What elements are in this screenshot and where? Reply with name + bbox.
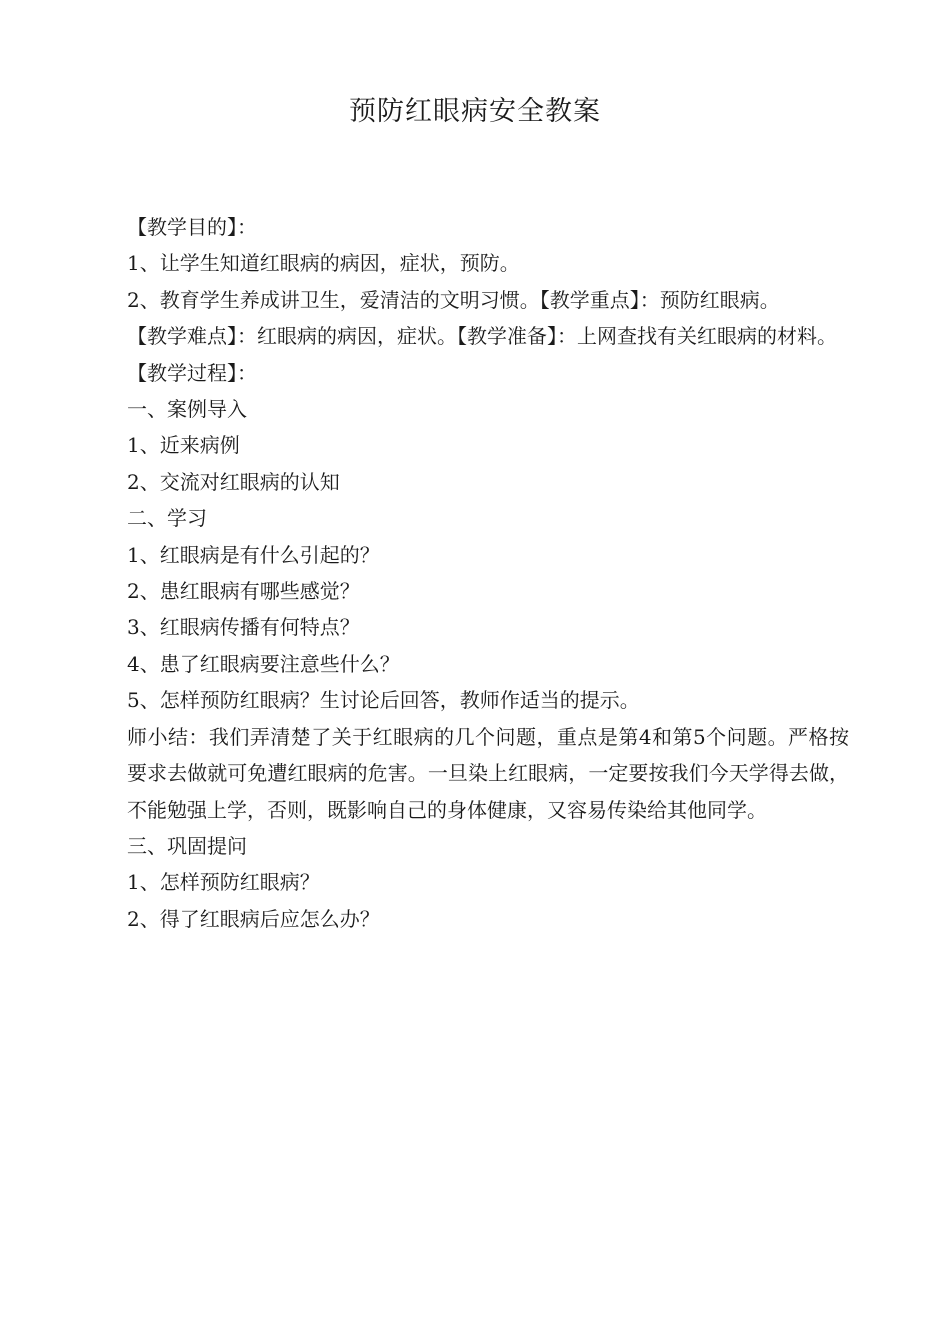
part-heading-study: 二、学习 bbox=[127, 506, 207, 531]
study-question-2: 2、患红眼病有哪些感觉？ bbox=[127, 579, 360, 604]
study-question-1: 1、红眼病是有什么引起的？ bbox=[127, 542, 380, 567]
study-question-5: 5、怎样预防红眼病？生讨论后回答，教师作适当的提示。 bbox=[127, 688, 640, 713]
part-heading-case-intro: 一、案例导入 bbox=[127, 397, 247, 422]
document-body bbox=[127, 209, 849, 937]
case-intro-item-1: 1、近来病例 bbox=[127, 433, 240, 458]
objective-item-1: 1、让学生知道红眼病的病因，症状，预防。 bbox=[127, 251, 520, 276]
review-question-1: 1、怎样预防红眼病？ bbox=[127, 870, 320, 895]
study-question-3: 3、红眼病传播有何特点？ bbox=[127, 615, 360, 640]
study-question-4: 4、患了红眼病要注意些什么？ bbox=[127, 651, 400, 676]
section-heading-objectives: 【教学目的】： bbox=[127, 215, 257, 239]
difficulty-preparation-paragraph: 【教学难点】：红眼病的病因，症状。【教学准备】：上网查找有关红眼病的材料。 bbox=[127, 324, 837, 349]
document-title: 预防红眼病安全教案 bbox=[349, 96, 601, 127]
section-heading-process: 【教学过程】： bbox=[127, 360, 257, 385]
teacher-summary-paragraph: 师小结：我们弄清楚了关于红眼病的几个问题，重点是第4和第5个问题。严格按要求去做就可免遭红眼病的危害。一旦染上红眼病，一定要按我们今天学得去做，不能勉强上学，否则，既影响自己的身体健康，又容易传染给其他同学。 bbox=[127, 724, 849, 822]
review-question-2: 2、得了红眼病后应怎么办？ bbox=[127, 906, 380, 931]
objective-item-2: 2、教育学生养成讲卫生，爱清洁的文明习惯。【教学重点】：预防红眼病。 bbox=[127, 287, 780, 312]
part-heading-review: 三、巩固提问 bbox=[127, 833, 247, 858]
case-intro-item-2: 2、交流对红眼病的认知 bbox=[127, 469, 340, 494]
